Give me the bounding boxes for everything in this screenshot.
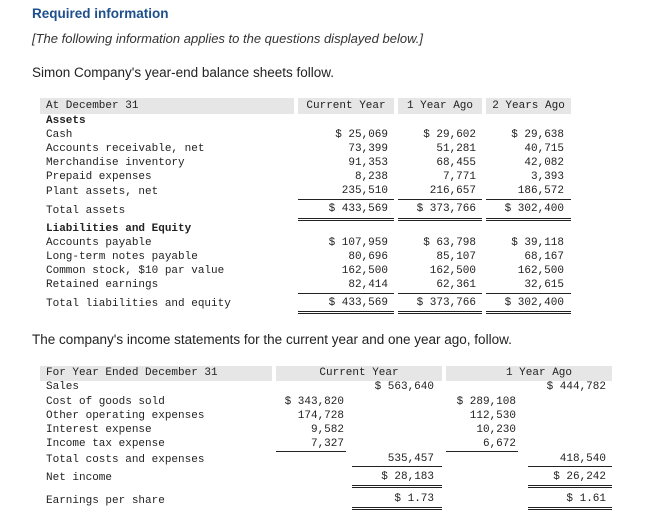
- value-2yr: $ 39,118: [511, 237, 564, 249]
- value-current: $ 107,959: [328, 237, 388, 249]
- balance-sheet-intro: Simon Company's year-end balance sheets follow.: [32, 65, 334, 80]
- value-current: $ 25,069: [335, 129, 388, 141]
- value-prior: $ 289,108: [456, 396, 516, 408]
- eps-rule-prior-b: [528, 509, 612, 510]
- value-2yr: $ 302,400: [504, 203, 564, 215]
- value-prior: 10,230: [476, 424, 516, 436]
- value-current: 235,510: [341, 185, 388, 197]
- value-1yr: 7,771: [442, 171, 476, 183]
- value-1yr: $ 63,798: [423, 237, 476, 249]
- total-rule-1yr-a: [398, 218, 482, 219]
- row-label: Total costs and expenses: [46, 454, 205, 466]
- balance-header-1-year-ago: 1 Year Ago: [406, 100, 473, 112]
- value-current: 8,238: [354, 171, 388, 183]
- value-1yr: 162,500: [429, 265, 476, 277]
- row-label: Common stock, $10 par value: [46, 265, 225, 277]
- value-2yr: $ 302,400: [504, 297, 564, 309]
- subtotal-rule-current: [298, 199, 394, 200]
- row-label: Sales: [46, 381, 80, 393]
- balance-header-label: At December 31: [46, 100, 139, 112]
- subtotal-rule-1yr: [398, 293, 482, 294]
- value-2yr: 42,082: [524, 157, 564, 169]
- value-current: 91,353: [348, 157, 388, 169]
- value-2yr: 32,615: [524, 279, 564, 291]
- row-label: Net income: [46, 472, 113, 484]
- total-rule-2yr-b: [486, 313, 571, 314]
- row-label: Retained earnings: [46, 279, 159, 291]
- row-label: Accounts payable: [46, 237, 152, 249]
- subtotal-rule-2yr: [486, 199, 571, 200]
- value-current: $ 343,820: [284, 396, 344, 408]
- value-current-total: $ 563,640: [374, 381, 434, 393]
- row-label: Total liabilities and equity: [46, 298, 231, 310]
- value-prior: 112,530: [469, 410, 516, 422]
- value-current: $ 433,569: [328, 297, 388, 309]
- value-1yr: 51,281: [436, 143, 476, 155]
- value-current: 73,399: [348, 143, 388, 155]
- value-current-total: $ 1.73: [394, 493, 434, 505]
- total-rule-2yr-a: [486, 218, 571, 219]
- value-prior: 6,672: [482, 438, 516, 450]
- net-income-rule-prior-a: [528, 485, 612, 486]
- row-label: Long-term notes payable: [46, 251, 198, 263]
- row-label: Total assets: [46, 205, 126, 217]
- income-header-1-year-ago: 1 Year Ago: [505, 367, 572, 379]
- value-2yr: 162,500: [517, 265, 564, 277]
- total-rule-1yr-b: [398, 313, 482, 314]
- value-current: 7,327: [310, 438, 344, 450]
- eps-rule-current-a: [352, 507, 442, 508]
- row-label: Income tax expense: [46, 438, 165, 450]
- row-label: Accounts receivable, net: [46, 143, 205, 155]
- value-prior-total: $ 26,242: [553, 471, 606, 483]
- assets-heading: Assets: [46, 115, 86, 127]
- value-1yr: 216,657: [429, 185, 476, 197]
- required-information-heading: Required information: [32, 6, 169, 21]
- value-1yr: $ 29,602: [423, 129, 476, 141]
- row-label: Cost of goods sold: [46, 396, 165, 408]
- value-current: 80,696: [348, 251, 388, 263]
- value-current-total: 535,457: [387, 453, 434, 465]
- net-income-rule-current-b: [352, 487, 442, 488]
- income-header-label: For Year Ended December 31: [46, 367, 218, 379]
- value-1yr: 68,455: [436, 157, 476, 169]
- value-current-total: $ 28,183: [381, 471, 434, 483]
- row-label: Earnings per share: [46, 495, 165, 507]
- row-label: Prepaid expenses: [46, 171, 152, 183]
- value-current: $ 433,569: [328, 203, 388, 215]
- balance-header-current-year: Current Year: [306, 100, 386, 112]
- total-costs-rule-prior: [528, 466, 612, 467]
- balance-header-2-years-ago: 2 Years Ago: [492, 100, 565, 112]
- total-rule-current-b: [298, 220, 394, 221]
- income-statement-intro: The company's income statements for the current year and one year ago, follow.: [32, 332, 512, 347]
- total-rule-current-a: [298, 218, 394, 219]
- value-current: 174,728: [297, 410, 344, 422]
- value-2yr: 40,715: [524, 143, 564, 155]
- row-label: Plant assets, net: [46, 186, 159, 198]
- total-rule-2yr-a: [486, 311, 571, 312]
- net-income-rule-prior-b: [528, 487, 612, 488]
- value-2yr: $ 29,638: [511, 129, 564, 141]
- value-1yr: 62,361: [436, 279, 476, 291]
- subtotal-rule-2yr: [486, 293, 571, 294]
- total-rule-2yr-b: [486, 220, 571, 221]
- total-costs-rule-current: [352, 466, 442, 467]
- value-1yr: $ 373,766: [416, 297, 476, 309]
- value-current: 9,582: [310, 424, 344, 436]
- liabilities-equity-heading: Liabilities and Equity: [46, 223, 192, 235]
- net-income-rule-current-a: [352, 485, 442, 486]
- value-current: 82,414: [348, 279, 388, 291]
- expense-rule-current: [276, 451, 346, 452]
- subtotal-rule-1yr: [398, 199, 482, 200]
- total-rule-1yr-a: [398, 311, 482, 312]
- total-rule-current-a: [298, 311, 394, 312]
- value-2yr: 68,167: [524, 251, 564, 263]
- row-label: Merchandise inventory: [46, 157, 185, 169]
- value-prior-total: 418,540: [559, 453, 606, 465]
- value-1yr: 85,107: [436, 251, 476, 263]
- row-label: Cash: [46, 129, 73, 141]
- expense-rule-prior: [446, 451, 518, 452]
- row-label: Interest expense: [46, 424, 152, 436]
- value-1yr: $ 373,766: [416, 203, 476, 215]
- total-rule-current-b: [298, 313, 394, 314]
- value-prior-total: $ 444,782: [546, 381, 606, 393]
- value-2yr: 186,572: [517, 185, 564, 197]
- value-prior-total: $ 1.61: [566, 493, 606, 505]
- value-current: 162,500: [341, 265, 388, 277]
- value-2yr: 3,393: [530, 171, 564, 183]
- row-label: Other operating expenses: [46, 410, 205, 422]
- eps-rule-current-b: [352, 509, 442, 510]
- instructions-note: [The following information applies to the questions displayed below.]: [32, 31, 423, 46]
- subtotal-rule-current: [298, 293, 394, 294]
- eps-rule-prior-a: [528, 507, 612, 508]
- total-rule-1yr-b: [398, 220, 482, 221]
- income-header-current-year: Current Year: [319, 367, 399, 379]
